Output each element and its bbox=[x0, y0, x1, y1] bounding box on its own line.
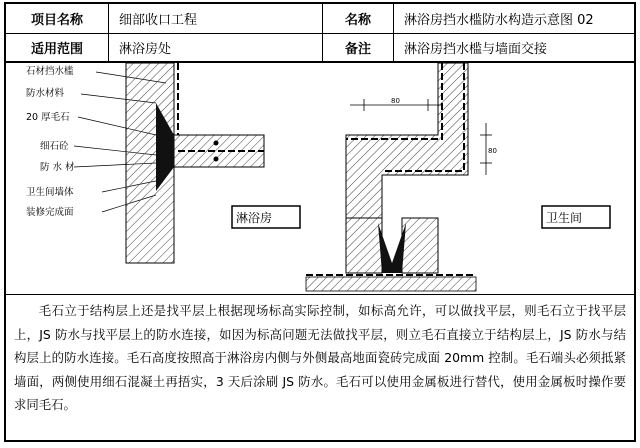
header-row-2 bbox=[6, 34, 634, 63]
right-detail bbox=[306, 63, 610, 291]
header-row-1 bbox=[6, 4, 634, 34]
scope-value: 淋浴房处 bbox=[109, 34, 323, 61]
dim-vertical: 80 bbox=[488, 147, 497, 155]
callout-finish-surface: 装修完成面 bbox=[26, 207, 74, 218]
callout-stone-sill: 石材挡水槛 bbox=[26, 66, 74, 77]
dim-horizontal: 80 bbox=[391, 97, 400, 105]
detail-drawing bbox=[6, 63, 634, 295]
left-detail bbox=[126, 63, 300, 263]
project-name-label: 项目名称 bbox=[6, 4, 109, 33]
callout-waterproof-material: 防水材料 bbox=[26, 88, 65, 99]
right-room-label: 卫生间 bbox=[546, 211, 583, 225]
name-value: 淋浴房挡水槛防水构造示意图 02 bbox=[404, 13, 594, 28]
name-label: 名称 bbox=[323, 4, 394, 33]
left-room-label: 淋浴房 bbox=[236, 211, 273, 225]
callout-bathroom-wall: 卫生间墙体 bbox=[26, 187, 74, 198]
callout-fine-concrete: 细石砼 bbox=[40, 141, 69, 152]
project-name-value: 细部收口工程 bbox=[109, 4, 323, 33]
description-text: 毛石立于结构层上还是找平层上根据现场标高实际控制，如标高允许，可以做找平层，则毛石立于找平层上，JS 防水与找平层上的防水连接，如因为标高问题无法做找平层，则立毛石直接立于结构层上，JS 防水与结构层上的防水连接。毛石高度按照高于淋浴房内侧与外侧最高地面瓷砖完成面 20mm 控制。毛石端头必须抵紧墙面，两侧使用细石混凝土再捂实，3 天后涂刷 JS 防水。毛石可以使用金属板进行替代，使用金属板时操作要求同毛石。 bbox=[14, 303, 626, 412]
scope-label: 适用范围 bbox=[6, 34, 109, 61]
detail-drawing-svg bbox=[6, 63, 634, 295]
remarks-label: 备注 bbox=[323, 34, 394, 61]
callout-rubble-stone: 20 厚毛石 bbox=[26, 112, 70, 123]
construction-detail-sheet bbox=[4, 2, 636, 442]
callout-waterproof: 防 水 材 bbox=[40, 162, 75, 173]
remarks-value: 淋浴房挡水槛与墙面交接 bbox=[404, 42, 548, 57]
